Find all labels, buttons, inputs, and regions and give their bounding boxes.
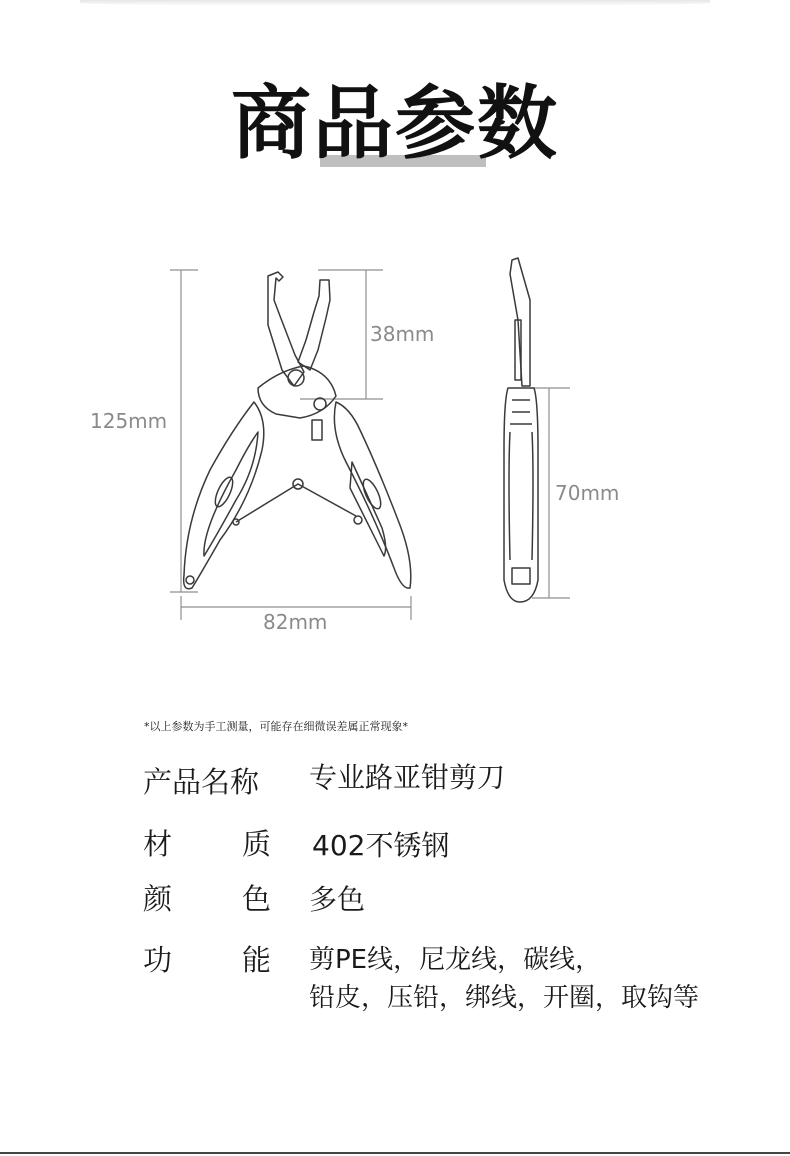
dim-handle-length: 70mm — [555, 481, 620, 505]
spec-function-label-char-2: 能 — [241, 943, 271, 977]
spec-name-value: 专业路亚钳剪刀 — [309, 761, 506, 794]
dim-total-length: 125mm — [90, 409, 168, 433]
dim-width: 82mm — [263, 610, 328, 634]
spec-material-label-char-2: 质 — [241, 827, 271, 861]
pliers-front-view — [184, 272, 411, 589]
bottom-divider — [0, 1152, 790, 1154]
dim-jaw-length: 38mm — [370, 322, 435, 346]
spec-material-label — [143, 822, 271, 863]
spec-name-label: 产品名称 — [143, 765, 260, 799]
page-title: 商品参数 — [231, 77, 559, 170]
spec-material-label-char-1: 材 — [143, 827, 173, 861]
spec-function-value-line-2: 铅皮，压铅，绑线，开圈，取钩等 — [309, 983, 700, 1013]
spec-color-label — [143, 877, 271, 918]
measurement-note: *以上参数为手工测量，可能存在细微误差属正常现象* — [144, 720, 408, 733]
spec-function-value-line-1: 剪PE线，尼龙线，碳线， — [309, 945, 602, 975]
spec-color-value: 多色 — [309, 883, 366, 916]
pliers-side-view — [504, 258, 538, 602]
spec-color-label-char-1: 颜 — [143, 882, 173, 916]
spec-function-label-char-1: 功 — [143, 943, 173, 977]
spec-function-label — [143, 938, 271, 979]
spec-color-label-char-2: 色 — [241, 882, 271, 916]
spec-material-value: 402不锈钢 — [312, 829, 450, 862]
